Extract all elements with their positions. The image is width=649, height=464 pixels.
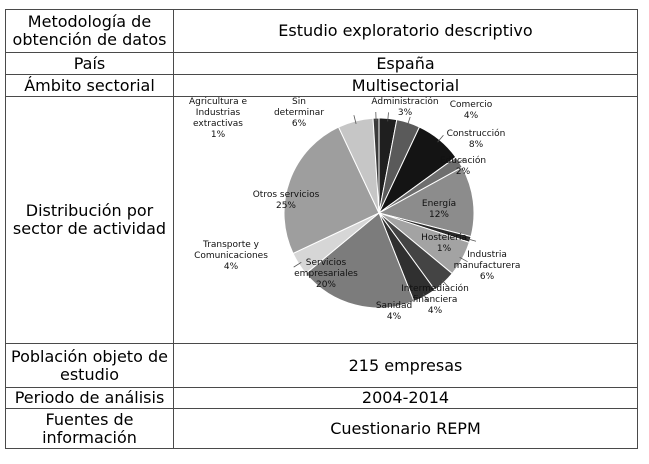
sector-pie-chart [174, 97, 637, 343]
row-sector-scope [6, 75, 638, 97]
label-line: Ámbito sectorial [24, 75, 155, 95]
pie-slice-label: Sin determinar 6% [273, 97, 325, 129]
label-line: sector de actividad [12, 219, 167, 238]
pie-slice-label: Sanidad 4% [375, 301, 413, 322]
label-line: estudio [60, 364, 119, 384]
pie-slice-label: Servicios empresariales 20% [294, 258, 358, 290]
label-country [6, 53, 174, 75]
value-methodology: Estudio exploratorio descriptivo [174, 10, 638, 53]
label-line: Metodología de [27, 12, 152, 31]
label-line: Periodo de análisis [14, 388, 165, 407]
label-period [6, 388, 174, 409]
pie-slice-label: Hostelería 1% [421, 233, 467, 254]
label-population [6, 344, 174, 388]
row-period [6, 388, 638, 409]
label-line: obtención de datos [12, 30, 167, 49]
value-sources: Cuestionario REPM [174, 409, 638, 449]
pie-slice-label: Energía 12% [421, 199, 457, 220]
value-period: 2004-2014 [174, 388, 638, 409]
row-distribution [6, 97, 638, 344]
label-sources [6, 409, 174, 449]
value-country: España [174, 53, 638, 75]
label-line: Población objeto de [11, 346, 168, 366]
pie-slice-label: Construcción 8% [446, 129, 506, 150]
label-distribution [6, 97, 174, 344]
study-sheet-table [5, 9, 638, 449]
pie-slice-label: Otros servicios 25% [252, 190, 320, 211]
pie-slice-label: Transporte y Comunicaciones 4% [194, 240, 268, 272]
row-sources [6, 409, 638, 449]
pie-slice-label: Intermediación financiera 4% [401, 284, 469, 316]
row-population [6, 344, 638, 388]
pie-slice-label: Educación 2% [439, 156, 487, 177]
row-country [6, 53, 638, 75]
label-line: País [73, 53, 106, 73]
pie-slice-label: Comercio 4% [449, 100, 493, 121]
value-distribution [174, 97, 638, 344]
label-methodology [6, 10, 174, 53]
pie-slice-label: Agricultura e Industrias extractivas 1% [188, 97, 248, 140]
row-methodology [6, 10, 638, 53]
label-sector-scope [6, 75, 174, 97]
label-line: información [42, 427, 137, 447]
pie-slice-label: Industria manufacturera 6% [453, 250, 521, 282]
value-population: 215 empresas [174, 344, 638, 388]
pie-slice-label: Administración 3% [371, 97, 439, 118]
value-sector-scope: Multisectorial [174, 75, 638, 97]
label-line: Fuentes de [45, 409, 134, 429]
pie-chart-container [174, 97, 637, 343]
label-line: Distribución por [25, 201, 154, 220]
